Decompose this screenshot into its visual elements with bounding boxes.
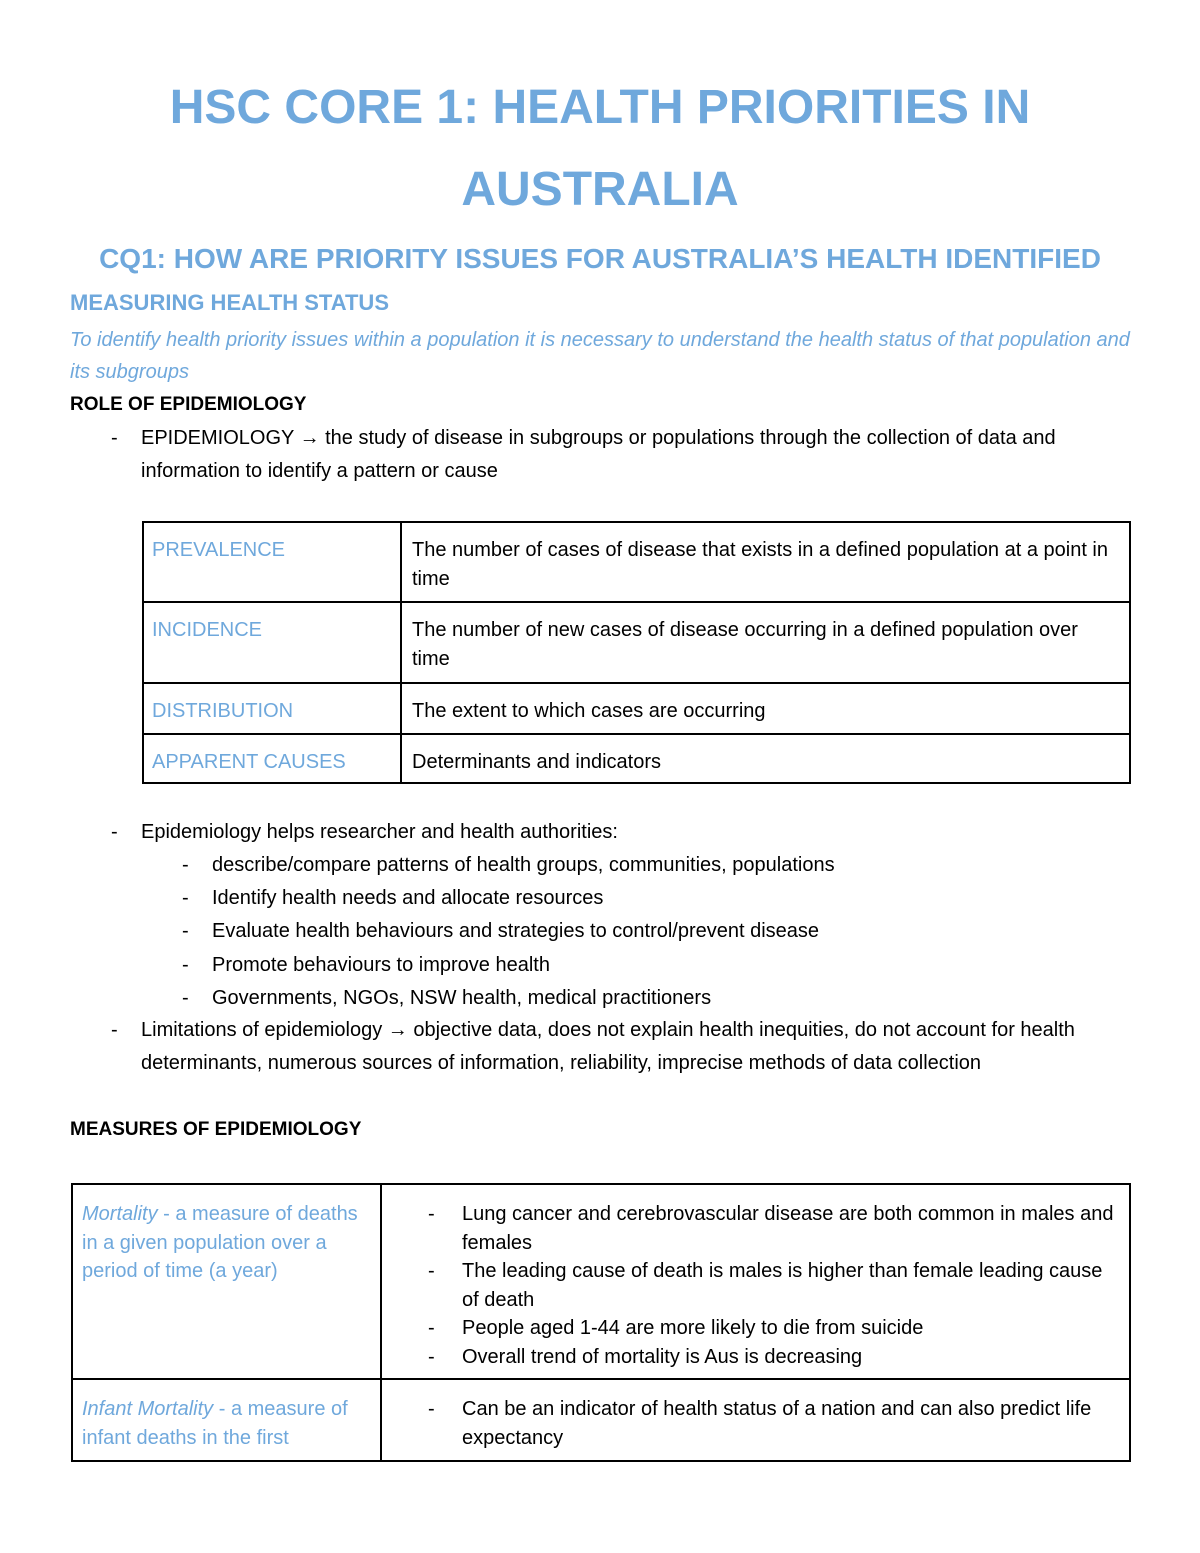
table-row	[143, 683, 1130, 734]
list-item-text: Identify health needs and allocate resources	[212, 887, 604, 909]
measure-term-description: - a measure of deaths in a given population over a period of time (a year)	[82, 1203, 358, 1282]
role-heading: ROLE OF EPIDEMIOLOGY	[70, 394, 307, 415]
definition-cell: The number of cases of disease that exists in a defined population at a point in time	[401, 522, 1130, 602]
list-item-text: Governments, NGOs, NSW health, medical practitioners	[212, 987, 712, 1009]
limitations-item	[111, 1014, 1141, 1080]
term-cell: PREVALENCE	[143, 522, 401, 602]
critical-question-heading: CQ1: HOW ARE PRIORITY ISSUES FOR AUSTRALIA’S HEALTH IDENTIFIED	[99, 243, 1101, 274]
list-item	[182, 949, 1132, 982]
term-cell: INCIDENCE	[143, 602, 401, 683]
list-item	[428, 1314, 1119, 1343]
bullet-dash: -	[111, 427, 118, 449]
list-item	[182, 915, 1132, 948]
measure-term-cell	[72, 1184, 381, 1379]
table-row	[72, 1379, 1130, 1461]
bullet-dash: -	[428, 1260, 435, 1282]
list-item-text: Overall trend of mortality is Aus is decreasing	[462, 1345, 863, 1368]
list-item	[182, 982, 1132, 1015]
bullet-dash: -	[428, 1398, 435, 1420]
measure-term-name: Mortality	[82, 1203, 158, 1225]
doc-title-line-1: HSC CORE 1: HEALTH PRIORITIES IN	[169, 81, 1031, 134]
term-cell: APPARENT CAUSES	[143, 734, 401, 783]
list-item	[428, 1200, 1119, 1257]
list-item-text: Promote behaviours to improve health	[212, 954, 550, 976]
doc-title-line-2: AUSTRALIA	[461, 163, 739, 216]
measuring-intro-text: To identify health priority issues within a population it is necessary to understand the health status of that population and its subgroups	[70, 329, 1130, 383]
bullet-dash: -	[428, 1203, 435, 1225]
list-item-text: People aged 1-44 are more likely to die from suicide	[462, 1317, 924, 1339]
bullet-dash: -	[428, 1317, 435, 1339]
measure-points-list	[382, 1395, 1119, 1452]
measuring-health-heading: MEASURING HEALTH STATUS	[70, 290, 389, 315]
bullet-dash: -	[182, 920, 189, 942]
list-item-text: The leading cause of death is males is higher than female leading cause of death	[462, 1260, 1103, 1311]
measure-term-description: - a measure of infant deaths in the first	[82, 1398, 348, 1449]
measure-term-cell	[72, 1379, 381, 1461]
list-item	[182, 882, 1132, 915]
list-item	[182, 849, 1132, 882]
bullet-dash: -	[182, 854, 189, 876]
measure-points-list	[382, 1200, 1119, 1371]
list-item-text: describe/compare patterns of health groups, communities, populations	[212, 854, 835, 876]
definition-cell: The number of new cases of disease occurring in a defined population over time	[401, 602, 1130, 683]
bullet-dash: -	[182, 987, 189, 1009]
list-item	[428, 1343, 1119, 1372]
bullet-dash: -	[182, 954, 189, 976]
table-row	[143, 734, 1130, 783]
epidemiology-definition-text: EPIDEMIOLOGY → the study of disease in subgroups or populations through the collection of data and information to identify a pattern or cause	[141, 427, 1056, 482]
bullet-dash: -	[182, 887, 189, 909]
table-row	[143, 602, 1130, 683]
measure-points-cell	[381, 1184, 1130, 1379]
definition-cell: Determinants and indicators	[401, 734, 1130, 783]
measures-table	[71, 1183, 1131, 1462]
bullet-dash: -	[111, 821, 118, 843]
term-cell: DISTRIBUTION	[143, 683, 401, 734]
epidemiology-helps-item	[111, 816, 1131, 849]
table-row	[72, 1184, 1130, 1379]
epidemiology-terms-table	[142, 521, 1131, 784]
list-item-text: Can be an indicator of health status of a nation and can also predict life expectancy	[462, 1398, 1092, 1449]
bullet-dash: -	[428, 1345, 435, 1368]
table-row	[143, 522, 1130, 602]
measures-heading: MEASURES OF EPIDEMIOLOGY	[70, 1119, 362, 1140]
limitations-text: Limitations of epidemiology → objective data, does not explain health inequities, do not account for health determinants, numerous sources of information, reliability, imprecise methods of data collection	[141, 1019, 1075, 1074]
list-item	[428, 1257, 1119, 1314]
epidemiology-helps-text: Epidemiology helps researcher and health authorities:	[141, 821, 618, 843]
list-item-text: Lung cancer and cerebrovascular disease are both common in males and females	[462, 1203, 1114, 1254]
epidemiology-definition	[111, 422, 1131, 488]
list-item	[428, 1395, 1119, 1452]
bullet-dash: -	[111, 1019, 118, 1041]
definition-cell: The extent to which cases are occurring	[401, 683, 1130, 734]
list-item-text: Evaluate health behaviours and strategies to control/prevent disease	[212, 920, 820, 942]
measure-points-cell	[381, 1379, 1130, 1461]
measure-term-name: Infant Mortality	[82, 1398, 214, 1420]
